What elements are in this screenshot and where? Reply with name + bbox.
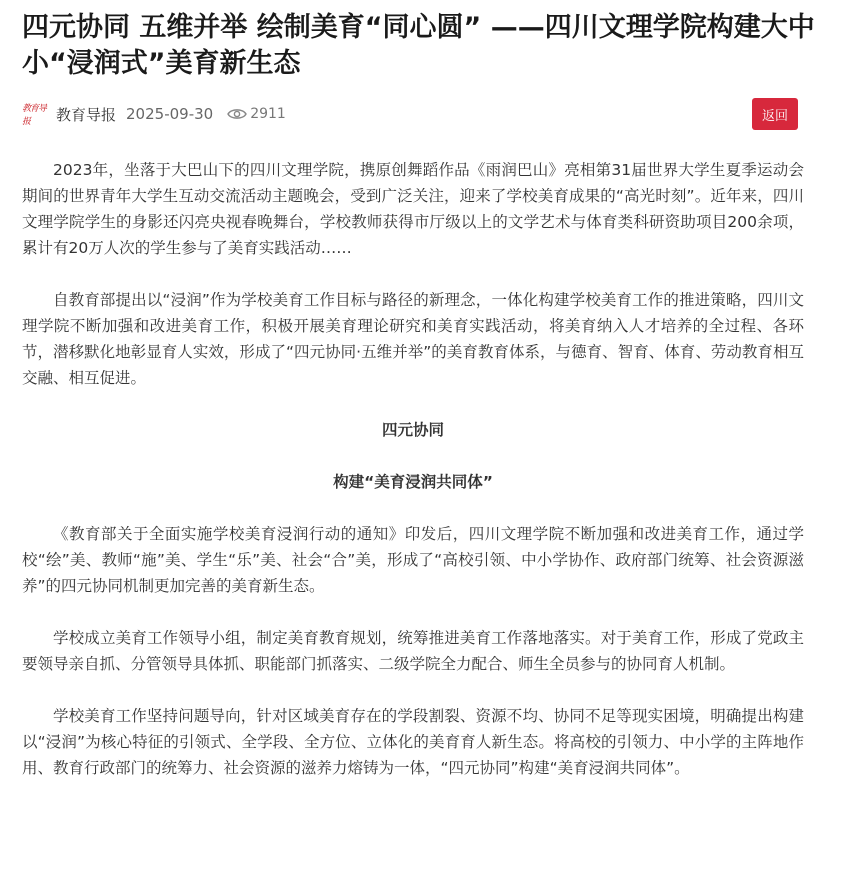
paragraph: 《教育部关于全面实施学校美育浸润行动的通知》印发后，四川文理学院不断加强和改进美育工作，通过学校“绘”美、教师“施”美、学生“乐”美、社会“合”美，形成了“高校引领、中小学协作、政府部门统筹、社会资源滋养”的四元协同机制更加完善的美育新生态。 (22, 525, 804, 595)
paragraph: 2023年，坐落于大巴山下的四川文理学院，携原创舞蹈作品《雨润巴山》亮相第31届世界大学生夏季运动会期间的世界青年大学生互动交流活动主题晚会，受到广泛关注，迎来了学校美育成果的“高光时刻”。近年来，四川文理学院学生的身影还闪亮央视春晚舞台，学校教师获得市厅级以上的文学艺术与体育类科研资助项目200余项，累计有20万人次的学生参与了美育实践活动…… (22, 161, 804, 257)
section-heading: 四元协同 (381, 421, 444, 439)
article-body (22, 157, 804, 781)
article-title: 四元协同 五维并举 绘制美育“同心圆” ——四川文理学院构建大中小“浸润式”美育新生态 (22, 12, 815, 79)
source-name[interactable]: 教育导报 (56, 105, 117, 124)
view-count (227, 106, 286, 122)
paragraph: 自教育部提出以“浸润”作为学校美育工作目标与路径的新理念，一体化构建学校美育工作的推进策略，四川文理学院不断加强和改进美育工作，积极开展美育理论研究和美育实践活动，将美育纳入人才培养的全过程、各环节，潜移默化地彰显育人实效，形成了“四元协同·五维并举”的美育教育体系，与德育、智育、体育、劳动教育相互交融、相互促进。 (22, 291, 804, 387)
eye-icon (227, 107, 247, 121)
publish-date: 2025-09-30 (126, 105, 214, 123)
section-subheading: 构建“美育浸润共同体” (333, 473, 493, 491)
back-button[interactable]: 返回 (752, 98, 798, 130)
view-count-value: 2911 (250, 106, 286, 122)
paragraph: 学校成立美育工作领导小组，制定美育教育规划，统筹推进美育工作落地落实。对于美育工作，形成了党政主要领导亲自抓、分管领导具体抓、职能部门抓落实、二级学院全力配合、师生全员参与的协同育人机制。 (22, 629, 804, 673)
source-logo: 教育导报 (22, 104, 47, 127)
article (22, 0, 822, 807)
article-meta (22, 98, 822, 130)
paragraph: 学校美育工作坚持问题导向，针对区域美育存在的学段割裂、资源不均、协同不足等现实困境，明确提出构建以“浸润”为核心特征的引领式、全学段、全方位、立体化的美育育人新生态。将高校的引领力、中小学的主阵地作用、教育行政部门的统筹力、社会资源的滋养力熔铸为一体，“四元协同”构建“美育浸润共同体”。 (22, 707, 804, 777)
